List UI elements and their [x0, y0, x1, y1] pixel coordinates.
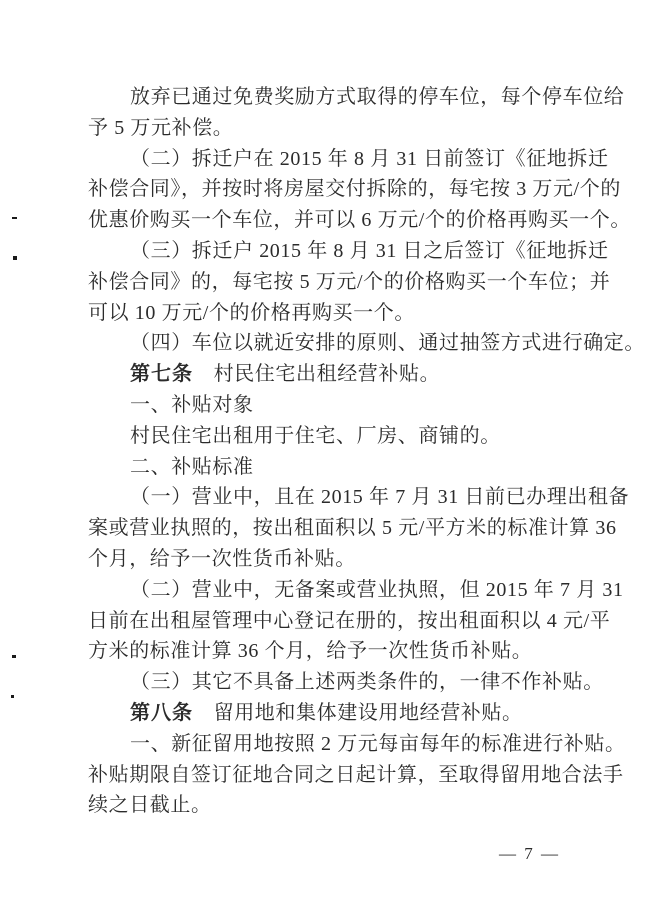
text-line-21: [88, 698, 570, 729]
line-text: 一、新征留用地按照 2 万元每亩每年的标准进行补贴。: [130, 732, 626, 755]
text-line-10: [88, 359, 570, 390]
line-text: 优惠价购买一个车位，并可以 6 万元/个的价格再购买一个。: [88, 209, 631, 232]
line-text: 个月，给予一次性货币补贴。: [88, 547, 356, 570]
text-line-15: [88, 513, 617, 544]
text-line-2: [88, 113, 570, 144]
line-text: （三）拆迁户 2015 年 8 月 31 日之后签订《征地拆迁: [130, 239, 609, 262]
article-heading: 第七条: [130, 363, 193, 386]
scan-artifact-mark-2: [13, 256, 17, 260]
line-text: 二、补贴标准: [130, 455, 254, 478]
text-line-5: [88, 205, 631, 236]
scan-artifact-mark-1: [12, 217, 17, 219]
line-text: （二）营业中，无备案或营业执照，但 2015 年 7 月 31: [130, 578, 624, 601]
line-text: 补贴期限自签订征地合同之日起计算，至取得留用地合法手: [88, 763, 624, 786]
text-line-8: [88, 298, 570, 329]
text-line-24: [88, 790, 570, 821]
scan-artifact-mark-4: [11, 695, 14, 698]
text-line-14: [88, 482, 630, 513]
line-text: 留用地和集体建设用地经营补贴。: [193, 701, 523, 724]
line-text: 一、补贴对象: [130, 393, 254, 416]
line-text: 补偿合同》，并按时将房屋交付拆除的，每宅按 3 万元/个的: [88, 178, 621, 201]
line-text: 日前在出租屋管理中心登记在册的，按出租面积以 4 元/平: [88, 609, 611, 632]
text-line-23: [88, 760, 624, 791]
line-text: 放弃已通过免费奖励方式取得的停车位，每个停车位给: [130, 86, 625, 108]
line-text: 续之日截止。: [88, 794, 212, 817]
text-line-17: [88, 575, 624, 606]
line-text: 村民住宅出租用于住宅、厂房、商铺的。: [130, 424, 501, 447]
line-text: 补偿合同》的，每宅按 5 万元/个的价格购买一个车位；并: [88, 270, 611, 293]
text-line-20: [88, 667, 604, 698]
document-body: [88, 82, 645, 821]
line-text: 方米的标准计算 36 个月，给予一次性货币补贴。: [88, 640, 533, 663]
text-line-18: [88, 606, 611, 637]
text-line-3: [88, 144, 609, 175]
text-line-22: [88, 729, 626, 760]
text-line-6: [88, 236, 609, 267]
line-text: （三）其它不具备上述两类条件的，一律不作补贴。: [130, 671, 604, 694]
page-number: — 7 —: [499, 844, 560, 863]
text-line-19: [88, 636, 570, 667]
line-text: （一）营业中，且在 2015 年 7 月 31 日前已办理出租备: [130, 486, 630, 509]
line-text: （四）车位以就近安排的原则、通过抽签方式进行确定。: [130, 332, 645, 355]
line-text: （二）拆迁户在 2015 年 8 月 31 日前签订《征地拆迁: [130, 147, 609, 170]
line-text: 可以 10 万元/个的价格再购买一个。: [88, 301, 415, 324]
text-line-16: [88, 544, 570, 575]
line-text: 予 5 万元补偿。: [88, 116, 234, 139]
article-heading: 第八条: [130, 701, 193, 724]
text-line-13: [88, 452, 570, 483]
text-line-11: [88, 390, 570, 421]
text-line-4: [88, 174, 621, 205]
text-line-7: [88, 267, 611, 298]
text-line-9: [88, 328, 645, 359]
line-text: 案或营业执照的，按出租面积以 5 元/平方米的标准计算 36: [88, 517, 617, 540]
scan-artifact-mark-3: [12, 655, 16, 658]
text-line-1: [88, 82, 625, 113]
text-line-12: [88, 421, 570, 452]
line-text: 村民住宅出租经营补贴。: [193, 363, 441, 386]
